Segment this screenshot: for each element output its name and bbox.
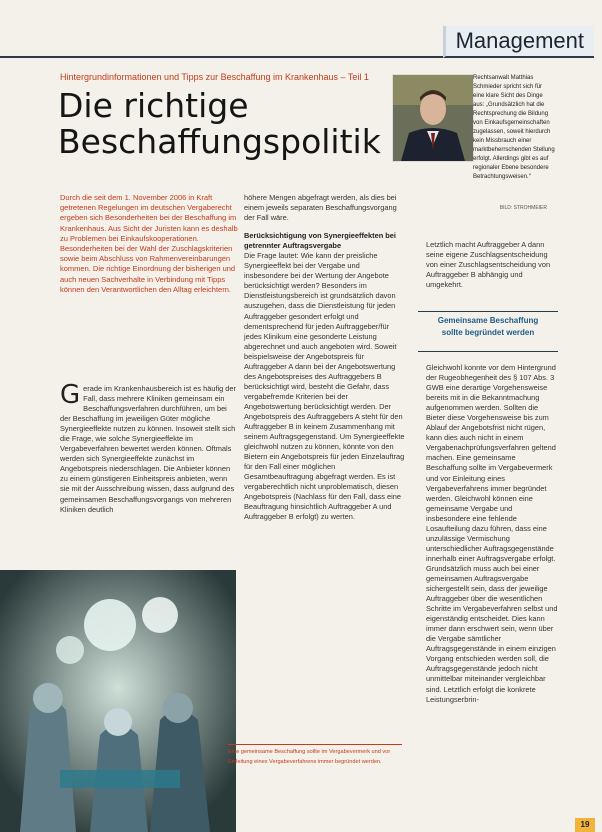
column-1-text: erade im Krankenhausbereich ist es häufig der Fall, dass mehrere Kliniken gemeinsam ein Beschaffungsverfahren durchführen, um bei der Beschaffung im jeweiligen Güter mögliche Synergieeffekte nutzen zu können. Insoweit stellt sich die Frage, wie solche Synergieeffekte im Vergabeverfahren bewertet werden können. Oftmals werden sich Synergieeffekte zunächst im Angebotspreis niederschlagen. Die Anbieter können zu einem günstigeren Einheitspreis anbieten, wenn sie mit der Ausschreibung wissen, dass aufgrund des gemeinsamen Beschaffungsvorgangs von mehreren Kliniken deutlich [60, 384, 236, 514]
photo-caption: Rechtsanwalt Matthias Schmieder spricht sich für eine klare Sicht des Dinge aus: „Grundsätzlich hat die Rechtsprechung die Bildung von Einkaufsgemeinschaften zugelassen, soweit hierdurch kein Missbrauch einer marktbeherrschenden Stellung erfolgt. Allerdings gibt es auf regionaler Ebene besondere Betrachtungsweisen.“ [473, 75, 555, 180]
column-2-intro: höhere Mengen abgefragt werden, als dies bei einem jeweils separaten Beschaffungsvorgang der Fall wäre. [244, 193, 397, 223]
box-line-1: Gemeinsame Beschaffung [437, 316, 539, 325]
page-number: 19 [575, 818, 595, 832]
section-label: Management [443, 26, 594, 58]
portrait-photo [392, 74, 474, 162]
title-line-1: Die richtige [58, 86, 249, 125]
column-2 [244, 193, 406, 523]
operating-room-illustration [0, 570, 236, 832]
pull-quote: Eine gemeinsame Beschaffung sollte im Vergabevermerk und vor Einleitung eines Vergabeverfahrens immer begründet werden. [228, 744, 402, 767]
column-1-body [60, 380, 238, 515]
subheading-box [418, 311, 558, 352]
column-3-body: Gleichwohl konnte vor dem Hintergrund der Rugeobhegenheit des § 107 Abs. 3 GWB eine derartige Vorgehensweise bereits mit in die Bekanntmachung aufgenommen werden. Sollten die Bieter diese Vorgehensweise bis zum Ablauf der Angebotsfrist nicht rügen, kann dies auch nicht in einem Vergabenachprüfungsverfahren geltend machen. Eine gemeinsame Beschaffung sollte im Vergabevermerk und vor Einleitung eines Vergabeverfahrens immer begründet werden. Gleichwohl können eine gemeinsame Vergabe und insbesondere eine fehlende Losaufteilung dazu führen, dass eine unzulässige Vermischung unterschiedlicher Auftragsgegenstände innerhalb einer Auftragsvergabe erfolgt. Grundsätzlich muss auch bei einer gemeinsamen Auftragsvergabe sichergestellt sein, dass der jeweilige Auftraggeber über die wesentlichen Schritte im Vergabeverfahren selbst und eigenständig entscheidet. Dies kann immer dann erschwert sein, wenn über die Vergabe sämtlicher Auftragsgegenstände in einem einzigen Vorgang entschieden werden soll, die Auftragsgegenstände jedoch nicht unmittelbar miteinander vergleichbar sind. Letztlich erfolgt die konkrete Leistungserbrin- [426, 363, 558, 704]
title-line-2: Beschaffungspolitik [58, 122, 381, 161]
article-lead: Durch die seit dem 1. November 2006 in Kraft getretenen Regelungen im deutschen Vergaberecht ergeben sich Besonderheiten bei der Beschaffung im Krankenhaus. Aus Sicht der Juristen kann es deshalb zu Problemen bei Einkaufskooperationen. Besonderheiten bei der Wahl der Zuschlagskriterien sowie beim Abschluss von Rahmenvereinbarungen kommen. Die richtige Einordnung der bisherigen und auch neuen Sachverhalte in Verbindung mit Tipps können den Verantwortlichen den Alltag erleichtern. [60, 193, 238, 294]
column-2-subheading: Berücksichtigung von Synergieeffekten bei getrennter Auftragsvergabe [244, 231, 396, 251]
article-title [58, 88, 408, 160]
photo-credit: BILD: STROHMEIER [499, 205, 547, 211]
column-3-intro: Letztlich macht Auftraggeber A dann seine eigene Zuschlagsentscheidung von einer Zuschlagsentscheidung von Auftraggeber B abhängig und umgekehrt. [426, 240, 551, 290]
portrait-illustration [393, 75, 473, 161]
column-2-body: Die Frage lautet: Wie kann der preisliche Synergieeffekt bei der Vergabe und insbesondere bei der Wertung der Angebote berücksichtigt werden? Besonders im Dienstleistungsbereich ist grundsätzlich davon auszugehen, dass die Dienstleistung für jeden Auftraggeber gesondert erfolgt und dementsprechend für jeden Auftraggeber/für jedes Klinikum eine gesonderte Leistung abgerechnet und auch angeboten wird. Soweit beispielsweise der Angebotspreis für Auftraggeber A dann bei der Angebotswertung des Angebotspreises des Auftraggebers B berücksichtigt wird, besteht die Gefahr, dass vergabefremde Kriterien bei der Angebotswertung berücksichtigt werden. Der Angebotspreis des Auftraggebers A steht für den Auftraggeber B in keinem Zusammenhang mit seinem Auftragsgegenstand. Um Synergieeffekte gleichwohl nutzen zu können, könnte von den Bietern ein Angebotspreis für jeden Einzelauftrag für den Fall einer möglichen Gesamtbeauftragung abgefragt werden. Es ist vergaberechtlich nicht unproblematisch, diesen Angebotspreis (Nachlass für den Fall, dass eine Beauftragung hinsichtlich Auftraggeber A und Auftraggeber B erfolgt) zu werten. [244, 251, 405, 522]
drop-cap: G [60, 380, 81, 410]
box-line-2: sollte begründet werden [441, 328, 535, 337]
operating-room-photo [0, 570, 236, 832]
article-kicker: Hintergrundinformationen und Tipps zur Beschaffung im Krankenhaus – Teil 1 [60, 72, 369, 82]
